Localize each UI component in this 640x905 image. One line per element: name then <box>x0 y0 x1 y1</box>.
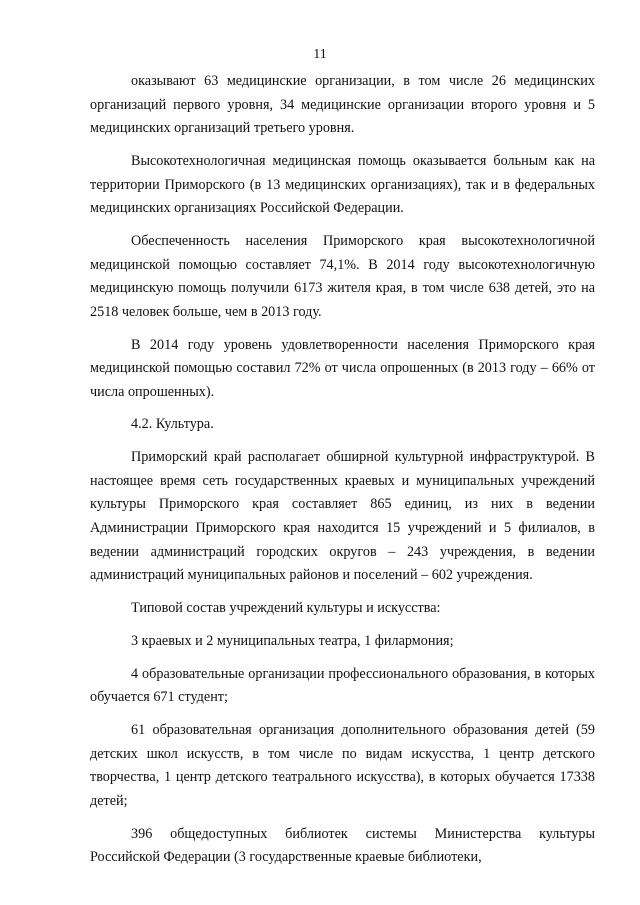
section-heading-culture: 4.2. Культура. <box>131 416 214 433</box>
list-item-libraries: 396 общедоступных библиотек системы Министерства культуры Российской Федерации (3 государственные краевые библиотеки, <box>90 825 595 866</box>
paragraph-satisfaction: В 2014 году уровень удовлетворенности населения Приморского края медицинской помощью составил 72% от числа опрошенных (в 2013 году – 66% от числа опрошенных). <box>90 336 595 400</box>
list-item-children-education: 61 образовательная организация дополнительного образования детей (59 детских школ искусств, в том числе по видам искусства, 1 центр детского творчества, 1 центр детского театрального искусства), в которых обучается 17338 детей; <box>90 721 595 809</box>
paragraph-high-tech-care: Высокотехнологичная медицинская помощь оказывается больным как на территории Приморского (в 13 медицинских организациях), так и в федеральных медицинских организациях Российской Федерации. <box>90 152 595 217</box>
paragraph-high-tech-coverage: Обеспеченность населения Приморского края высокотехнологичной медицинской помощью составляет 74,1%. В 2014 году высокотехнологичную медицинскую помощь получили 6173 жителя края, в том числе 638 детей, это на 2518 человек больше, чем в 2013 году. <box>90 232 595 320</box>
paragraph-institution-types: Типовой состав учреждений культуры и искусства: <box>131 600 441 616</box>
list-item-theatres: 3 краевых и 2 муниципальных театра, 1 филармония; <box>131 632 454 649</box>
document-body <box>90 70 595 870</box>
paragraph-culture-infrastructure: Приморский край располагает обширной культурной инфраструктурой. В настоящее время сеть государственных краевых и муниципальных учреждений культуры Приморского края составляет 865 единиц, из них в ведении Администрации Приморского края находится 15 учреждений и 5 филиалов, в ведении администраций городских округов – 243 учреждения, в ведении администраций муниципальных районов и поселений – 602 учреждения. <box>90 449 595 584</box>
list-item-professional-education: 4 образовательные организации профессионального образования, в которых обучается 671 студент; <box>90 665 595 706</box>
paragraph-medical-organizations: оказывают 63 медицинские организации, в том числе 26 медицинских организаций первого уровня, 34 медицинские организации второго уровня и 5 медицинских организаций третьего уровня. <box>90 73 595 137</box>
page-number: 11 <box>313 47 327 62</box>
